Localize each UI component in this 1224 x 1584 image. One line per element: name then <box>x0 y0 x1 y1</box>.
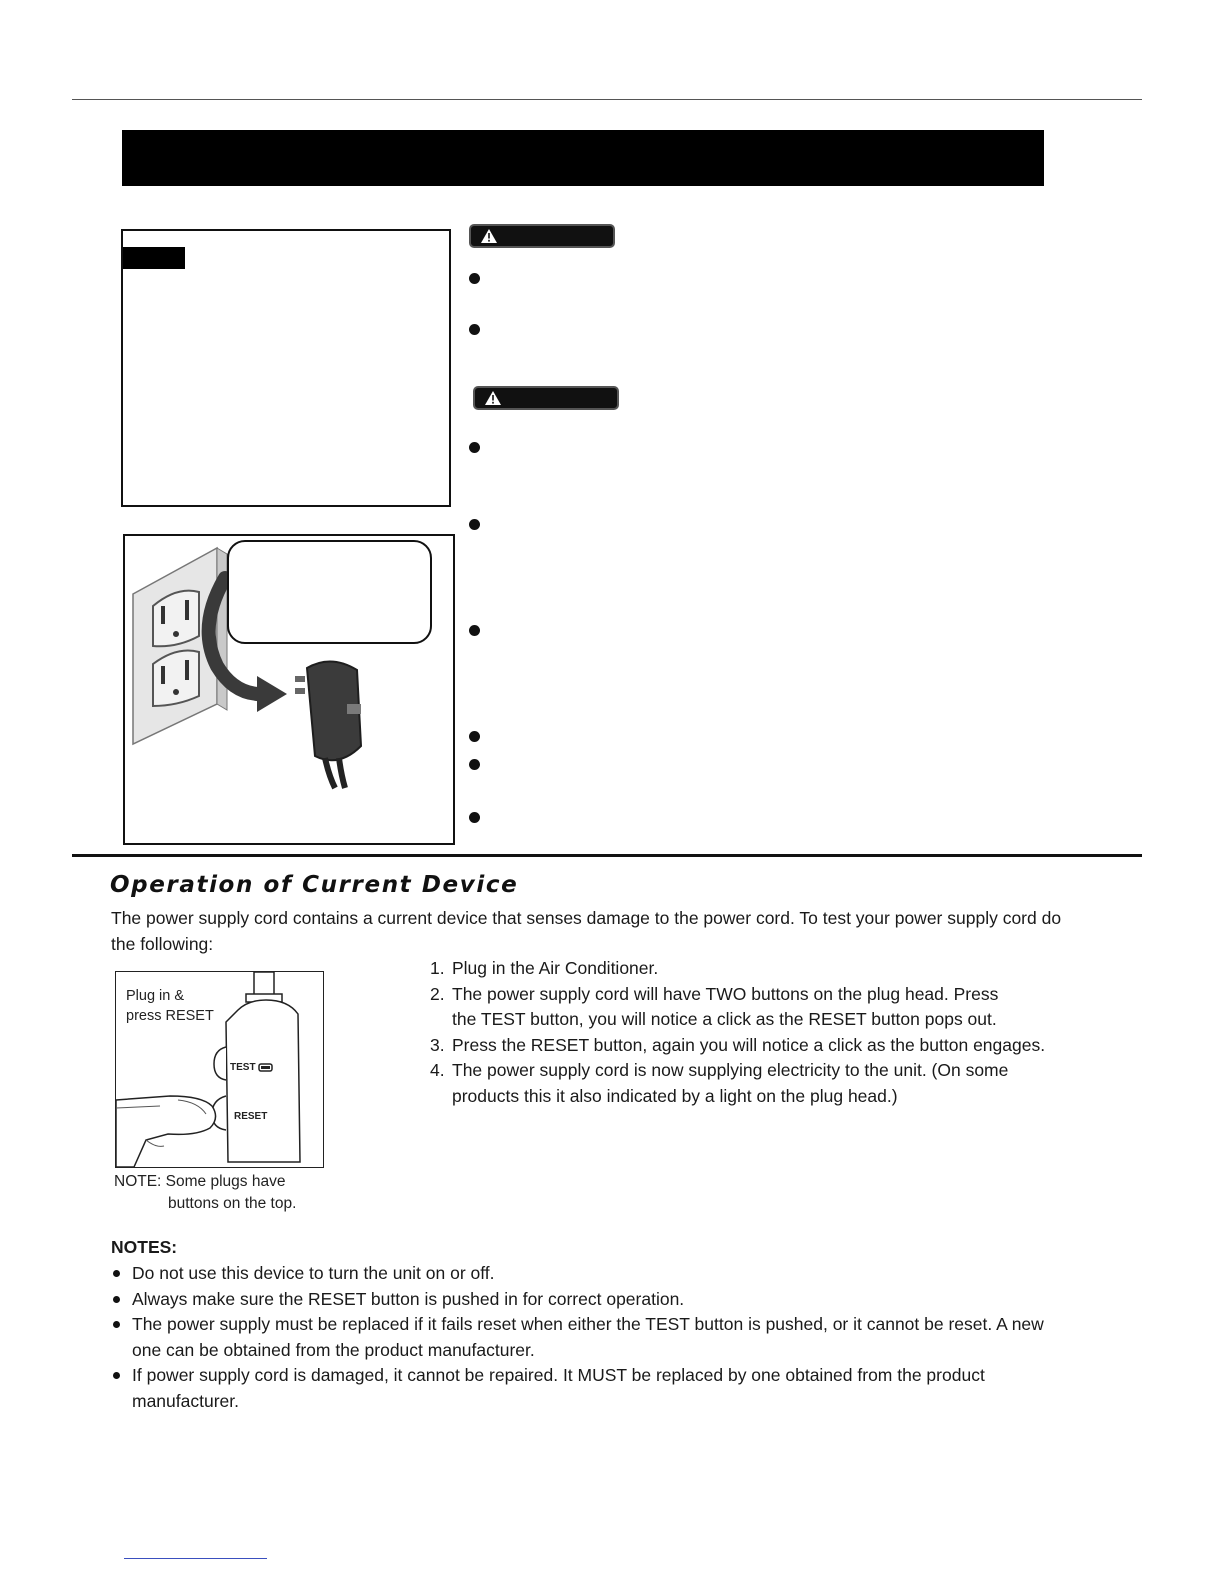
bullet-dot-icon <box>113 1270 120 1277</box>
press-reset-label: press RESET <box>126 1008 214 1024</box>
test-button-label: TEST <box>230 1062 256 1073</box>
note-text: Always make sure the RESET button is pushed in for correct operation. <box>132 1288 685 1309</box>
bullet-dot-icon <box>113 1372 120 1379</box>
list-item <box>111 1312 1051 1363</box>
reset-button-label: RESET <box>234 1111 268 1122</box>
bullet-dot-icon <box>113 1321 120 1328</box>
warning-badge <box>469 224 615 248</box>
step-text: Press the RESET button, again you will notice a click as the button engages. <box>452 1034 1046 1055</box>
plug-head-diagram <box>115 971 324 1168</box>
footer-link-underline <box>124 1558 267 1559</box>
callout-bubble <box>227 540 432 644</box>
step-number: 3. <box>430 1034 445 1055</box>
list-item <box>430 956 1070 982</box>
top-rule <box>72 99 1142 100</box>
diagram-note: NOTE: Some plugs have <box>114 1173 286 1190</box>
bullet-dot-icon <box>469 759 480 770</box>
plug-in-label: Plug in & <box>126 988 185 1004</box>
bullet-dot-icon <box>469 812 480 823</box>
section-intro: The power supply cord contains a current device that senses damage to the power cord. To test your power supply cord do the following: <box>111 908 1062 954</box>
section-divider <box>72 854 1142 857</box>
step-number: 1. <box>430 958 445 978</box>
list-item <box>111 1363 1051 1414</box>
step-text: The power supply cord is now supplying electricity to the unit. (On some products this it also indicated by a light on the plug head.) <box>452 1060 1009 1106</box>
notes-heading: NOTES: <box>111 1237 178 1257</box>
step-number: 4. <box>430 1060 445 1080</box>
step-number: 2. <box>430 983 445 1004</box>
notice-tab-label <box>123 247 185 269</box>
bullet-dot-icon <box>469 731 480 742</box>
caution-badge <box>473 386 619 410</box>
list-item <box>430 1058 1062 1109</box>
warning-triangle-icon <box>485 391 501 405</box>
section-title: Operation of Current Device <box>110 872 519 898</box>
test-steps-list <box>430 956 1070 1109</box>
bullet-dot-icon <box>469 324 480 335</box>
list-item <box>111 1261 1051 1287</box>
note-text: Do not use this device to turn the unit on or off. <box>132 1263 495 1283</box>
bullet-dot-icon <box>113 1296 120 1303</box>
bullet-dot-icon <box>469 625 480 636</box>
warning-triangle-icon <box>481 229 497 243</box>
list-item <box>111 1287 1051 1313</box>
list-item <box>430 982 1022 1033</box>
notes-list <box>111 1261 1051 1414</box>
note-text: The power supply must be replaced if it fails reset when either the TEST button is pushed, or it cannot be reset. A new one can be obtained from the product manufacturer. <box>132 1314 1044 1360</box>
notice-box <box>121 229 451 507</box>
bullet-dot-icon <box>469 273 480 284</box>
step-text: The power supply cord will have TWO buttons on the plug head. Press the TEST button, you will notice a click as the RESET button pops out. <box>452 983 999 1029</box>
list-item <box>430 1033 1052 1059</box>
note-text: If power supply cord is damaged, it cannot be repaired. It MUST be replaced by one obtained from the product manufacturer. <box>132 1365 985 1411</box>
section-header-banner <box>122 130 1044 186</box>
diagram-note-continued: buttons on the top. <box>168 1195 297 1212</box>
bullet-dot-icon <box>469 442 480 453</box>
bullet-dot-icon <box>469 519 480 530</box>
step-text: Plug in the Air Conditioner. <box>452 958 659 978</box>
